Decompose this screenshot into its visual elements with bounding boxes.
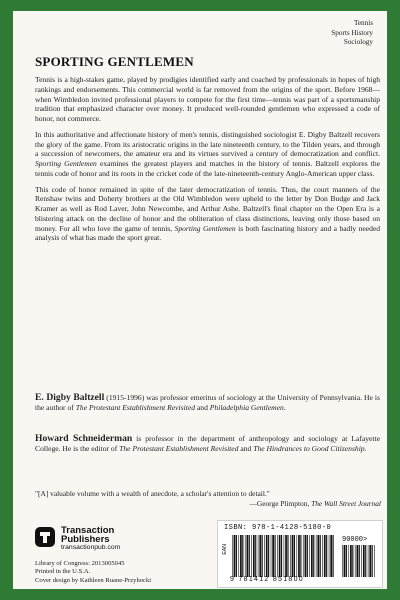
ean-label: EAN xyxy=(222,544,228,555)
barcode-bar xyxy=(346,545,347,577)
barcode-bar xyxy=(309,535,310,577)
barcode-bar xyxy=(298,535,300,577)
barcode-bar xyxy=(303,535,304,577)
barcode-bar xyxy=(350,545,352,577)
author-name-baltzell: E. Digby Baltzell xyxy=(35,392,105,403)
description xyxy=(35,75,380,249)
barcode-bar xyxy=(255,535,256,577)
barcode-bar xyxy=(259,535,261,577)
paragraph-3 xyxy=(35,185,380,244)
barcode-bar xyxy=(287,535,288,577)
paragraph-1: Tennis is a high-stakes game, played by prodigies identified early and coached by professionals in hopes of high rankings and endorsements. This commercial world is far removed from the origins of the sport. Before 1968—when Wimbledon invited professional players to compete for the first time—tennis was part of a sportsmanship tradition that emphasized character over money. It produced well-rounded gentlemen who expressed a code of honor, not commerce. xyxy=(35,75,380,123)
barcode-bar xyxy=(290,535,291,577)
author-bio-schneiderman xyxy=(35,434,380,454)
category-tennis: Tennis xyxy=(353,19,373,27)
barcode-bar xyxy=(326,535,327,577)
publisher-name-line1: Transaction xyxy=(61,525,115,536)
quote-text: "[A] valuable volume with a wealth of anecdote, a scholar's attention to detail." xyxy=(35,489,270,498)
barcode-bar xyxy=(275,535,276,577)
quote-author: —George Plimpton, xyxy=(249,498,312,508)
barcode-bar xyxy=(247,535,249,577)
barcode-bar xyxy=(330,535,332,577)
paragraph-3-book-title: Sporting Gentlemen xyxy=(174,223,236,233)
barcode-bar xyxy=(369,545,371,577)
barcode-box xyxy=(217,520,383,588)
barcode-bar xyxy=(277,535,278,577)
paragraph-2-text-a: In this authoritative and affectionate history of men's tennis, distinguished sociologist E. Digby Baltzell recovers the glory of the game. From its aristocratic origins in the late nineteenth century, to the Tilden years, and through a succession of newcomers, the amateur era and its virtues survived a century of democratization and conflict. xyxy=(35,129,380,159)
barcode-bar xyxy=(363,545,365,577)
barcode-bar xyxy=(352,545,353,577)
paragraph-2-book-title: Sporting Gentlemen xyxy=(35,159,97,168)
barcode-bar xyxy=(245,535,246,577)
isbn-text: ISBN: 978-1-4128-5180-0 xyxy=(224,524,332,532)
publisher-name-line2: Publishers xyxy=(61,534,110,545)
barcode-bar xyxy=(361,545,362,577)
paragraph-2-text-c: examines the greatest players and matches in the history of tennis. Baltzell explores the tennis code of honor and its roots in the cricket code of the late-nineteenth-century Anglo-American upper class. xyxy=(35,159,381,178)
library-of-congress: Library of Congress: 2013005045 xyxy=(35,560,125,567)
author-name-schneiderman: Howard Schneiderman xyxy=(35,433,133,444)
barcode-bar xyxy=(368,545,369,577)
barcode-bar xyxy=(268,535,269,577)
bio2-book1: The Protestant Establishment Revisited xyxy=(119,443,239,453)
printed-in: Printed in the U.S.A. xyxy=(35,568,91,576)
barcode-bar xyxy=(307,535,308,577)
barcode-bar xyxy=(311,535,313,577)
barcode-bar xyxy=(253,535,255,577)
review-quote xyxy=(35,489,381,509)
bio2-book2: The Hindrances to Good Citizenship xyxy=(253,443,365,453)
barcode-bar xyxy=(348,545,349,577)
cover-design-credit: Cover design by Kathleen Ruane-Przyhocki xyxy=(35,576,152,584)
ean-barcode xyxy=(232,535,336,577)
publisher-logo xyxy=(35,525,145,551)
book-title: SPORTING GENTLEMEN xyxy=(35,54,194,69)
barcode-bar xyxy=(292,535,294,577)
category-sociology: Sociology xyxy=(343,38,373,47)
barcode-bar xyxy=(333,535,334,577)
barcode-bar xyxy=(285,535,287,577)
bio2-and: and xyxy=(238,443,254,453)
barcode-bar xyxy=(281,535,282,577)
barcode-bar xyxy=(279,535,281,577)
barcode-bar xyxy=(313,535,314,577)
barcode-bar xyxy=(264,535,265,577)
paragraph-3-text-a: This code of honor remained in spite of the later democratization of tennis. Thus, the court manners of the Renshaw twins and Doherty brothers at the Old Wimbledon were upheld to the letter by Don Budge and Jack Kramer as well as Rod Laver, John Newcombe, and Arthur Ashe. Baltzell's final chapter on the Open Era is a blistering attack on the decline of honor and the obliteration of class distinctions, leaving only those based on money. For all who love the game of tennis, xyxy=(35,184,380,233)
barcode-bar xyxy=(294,535,295,577)
barcode-bar xyxy=(238,535,239,577)
barcode-bar xyxy=(344,545,346,577)
transaction-logo-icon xyxy=(35,525,57,549)
bio2-text: is professor in the department of anthropology and sociology at Lafayette College. He is the editor of xyxy=(35,434,380,453)
barcode-bar xyxy=(266,535,268,577)
ean-digits: 9 781412 851800 xyxy=(230,576,304,583)
barcode-bar xyxy=(258,535,259,577)
barcode-bar xyxy=(374,545,375,577)
cover-panel xyxy=(13,11,387,589)
price-code: 90000> xyxy=(342,536,368,544)
barcode-bar xyxy=(329,535,330,577)
price-barcode xyxy=(342,545,376,577)
barcode-bar xyxy=(317,535,319,577)
bio1-end: . xyxy=(283,402,286,412)
barcode-bar xyxy=(240,535,242,577)
barcode-bar xyxy=(372,545,373,577)
publisher-url: transactionpub.com xyxy=(61,544,121,551)
quote-attribution xyxy=(35,499,381,509)
barcode-bar xyxy=(284,535,285,577)
barcode-bar xyxy=(232,535,233,577)
category-sports-history: Sports History xyxy=(331,28,373,37)
barcode-bar xyxy=(305,535,307,577)
barcode-bar xyxy=(324,535,326,577)
barcode-bar xyxy=(300,535,301,577)
barcode-bar xyxy=(359,545,360,577)
barcode-bar xyxy=(242,535,243,577)
barcode-bar xyxy=(234,535,236,577)
paragraph-3-text-c: is both fascinating history and a badly needed analysis of what has made the sport great. xyxy=(35,223,381,243)
author-bio-baltzell xyxy=(35,393,380,413)
bio2-end: . xyxy=(364,443,367,453)
barcode-bar xyxy=(272,535,274,577)
barcode-bar xyxy=(297,535,298,577)
bio1-and: and xyxy=(195,402,210,412)
barcode-bar xyxy=(322,535,323,577)
barcode-bar xyxy=(316,535,317,577)
bio1-book2: Philadelphia Gentlemen xyxy=(209,402,284,412)
barcode-bar xyxy=(357,545,359,577)
barcode-bar xyxy=(251,535,252,577)
bio1-book1: The Protestant Establishment Revisited xyxy=(75,402,196,412)
barcode-bar xyxy=(320,535,321,577)
barcode-bar xyxy=(262,535,263,577)
bio1-text: (1915-1996) was professor emeritus of sociology at the University of Pennsylvania. He is the author of xyxy=(35,393,380,412)
barcode-bar xyxy=(365,545,366,577)
quote-source: The Wall Street Journal xyxy=(311,498,381,508)
paragraph-2 xyxy=(35,130,380,179)
publication-info xyxy=(35,560,151,585)
subject-categories xyxy=(331,19,373,48)
barcode-bar xyxy=(342,545,343,577)
barcode-bar xyxy=(355,545,356,577)
barcode-bar xyxy=(236,535,237,577)
barcode-bar xyxy=(271,535,272,577)
barcode-bar xyxy=(249,535,250,577)
